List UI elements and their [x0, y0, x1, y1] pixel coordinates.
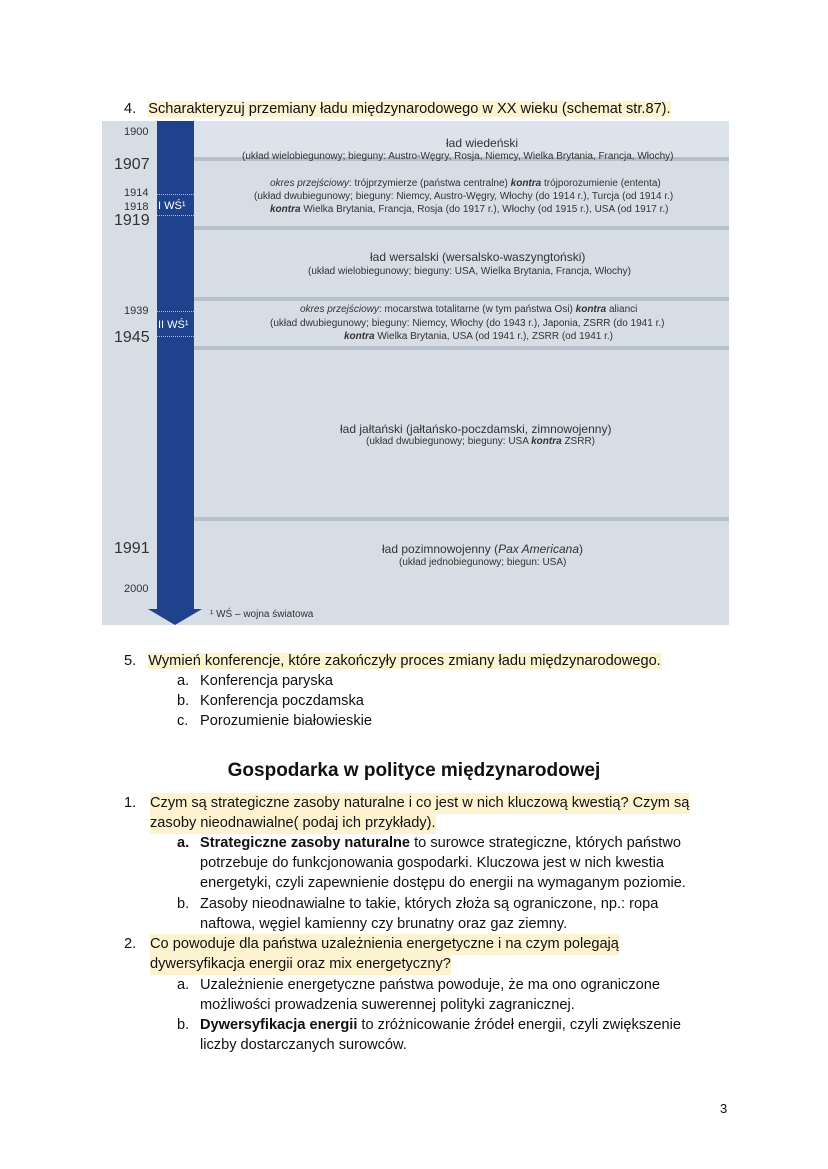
- ww1-label: I WŚ¹: [158, 200, 186, 212]
- scheme-footnote: ¹ WŚ – wojna światowa: [210, 609, 314, 620]
- econ-2b-line1: Dywersyfikacja energii to zróżnicowanie źródeł energii, czyli zwiększenie: [200, 1017, 682, 1033]
- transition-2-line2: (układ dwubiegunowy; bieguny: Niemcy, Włochy (do 1943 r.), Japonia, ZSRR (do 1941 r.): [270, 318, 665, 329]
- question-5-text: Wymień konferencje, które zakończyły proces zmiany ładu międzynarodowego.: [148, 653, 661, 669]
- year-1918: 1918: [124, 201, 149, 213]
- econ-2a-line2: możliwości prowadzenia suwerennej polityki zagranicznej.: [200, 997, 575, 1013]
- econ-question-2-line2: dywersyfikacja energii oraz mix energetyczny?: [150, 954, 451, 975]
- transition-2-line1: okres przejściowy: mocarstwa totalitarne (w tym państwa Osi) kontra alianci: [300, 304, 638, 315]
- yalta-order-desc: (układ dwubiegunowy; bieguny: USA kontra ZSRR): [366, 436, 596, 447]
- list-item: a. Konferencja paryska: [177, 673, 334, 689]
- question-4: [124, 99, 671, 120]
- transition-1-line3: kontra Wielka Brytania, Francja, Rosja (do 1917 r.), Włochy (od 1915 r.), USA (od 1917 r.): [270, 204, 669, 215]
- econ-1a-marker: a.: [177, 835, 190, 851]
- ld-order-scheme: [102, 121, 729, 625]
- timeline-arrow-head: [148, 609, 202, 625]
- year-1919: 1919: [114, 212, 150, 229]
- post-cold-war-order-title: ład pozimnowojenny (Pax Americana): [382, 542, 583, 556]
- versailles-order-title: ład wersalski (wersalsko-waszyngtoński): [370, 250, 586, 264]
- year-1939: 1939: [124, 305, 149, 317]
- econ-1a-line2: potrzebuje do funkcjonowania gospodarki. Kluczowa jest w nich kwestia: [200, 855, 665, 871]
- list-item: c. Porozumienie białowieskie: [177, 713, 372, 729]
- econ-question-1-number: 1.: [124, 795, 137, 811]
- econ-1b-line1: Zasoby nieodnawialne to takie, których złoża są ograniczone, np.: ropa: [200, 896, 659, 912]
- econ-question-2-number: 2.: [124, 936, 137, 952]
- page-number: 3: [720, 1101, 728, 1116]
- vienna-order-desc: (układ wielobiegunowy; bieguny: Austro-Węgry, Rosja, Niemcy, Wielka Brytania, Francja, Włochy): [242, 151, 674, 162]
- transition-2-line3: kontra Wielka Brytania, USA (od 1941 r.), ZSRR (od 1941 r.): [344, 331, 613, 342]
- transition-1-line1: okres przejściowy: trójprzymierze (państwa centralne) kontra trójporozumienie (ententa): [270, 178, 661, 189]
- list-item: b. Konferencja poczdamska: [177, 693, 364, 709]
- econ-question-2-line1: Co powoduje dla państwa uzależnienia energetyczne i na czym polegają: [150, 934, 619, 955]
- year-1914: 1914: [124, 187, 149, 199]
- question-5-number: 5.: [124, 653, 137, 669]
- year-1900: 1900: [124, 126, 149, 138]
- versailles-order-desc: (układ wielobiegunowy; bieguny: USA, Wielka Brytania, Francja, Włochy): [308, 266, 631, 277]
- section-heading: Gospodarka w polityce międzynarodowej: [227, 760, 601, 781]
- transition-1-line2: (układ dwubiegunowy; bieguny: Niemcy, Austro-Węgry, Włochy (do 1914 r.), Turcja (od 1914 r.): [254, 191, 674, 202]
- econ-2b-marker: b.: [177, 1017, 190, 1033]
- econ-2a-line1: Uzależnienie energetyczne państwa powoduje, że ma ono ograniczone: [200, 977, 660, 993]
- econ-question-1-line2: zasoby nieodnawialne( podaj ich przykłady).: [150, 813, 436, 834]
- econ-2b-line2: liczby dostarczanych surowców.: [200, 1037, 407, 1053]
- year-1907: 1907: [114, 156, 150, 173]
- yalta-order-title: ład jałtański (jałtańsko-poczdamski, zimnowojenny): [340, 422, 612, 436]
- question-5: [124, 651, 661, 672]
- question-4-text: Scharakteryzuj przemiany ładu międzynarodowego w XX wieku (schemat str.87).: [148, 101, 671, 117]
- year-1991: 1991: [114, 540, 150, 557]
- question-4-number: 4.: [124, 101, 137, 117]
- vienna-order-title: ład wiedeński: [446, 136, 519, 150]
- econ-question-1-line1: Czym są strategiczne zasoby naturalne i co jest w nich kluczową kwestią? Czym są: [150, 793, 689, 814]
- year-1945: 1945: [114, 329, 150, 346]
- econ-1a-line1: Strategiczne zasoby naturalne to surowce strategiczne, których państwo: [200, 835, 681, 851]
- year-2000: 2000: [124, 583, 149, 595]
- econ-1b-marker: b.: [177, 896, 190, 912]
- econ-1b-line2: naftowa, węgiel kamienny czy brunatny oraz gaz ziemny.: [200, 916, 568, 932]
- post-cold-war-order-desc: (układ jednobiegunowy; biegun: USA): [399, 557, 567, 568]
- ww2-label: II WŚ¹: [158, 319, 189, 331]
- econ-2a-marker: a.: [177, 977, 190, 993]
- econ-1a-line3: energetyki, czyli zapewnienie dostępu do energii na wymaganym poziomie.: [200, 875, 686, 891]
